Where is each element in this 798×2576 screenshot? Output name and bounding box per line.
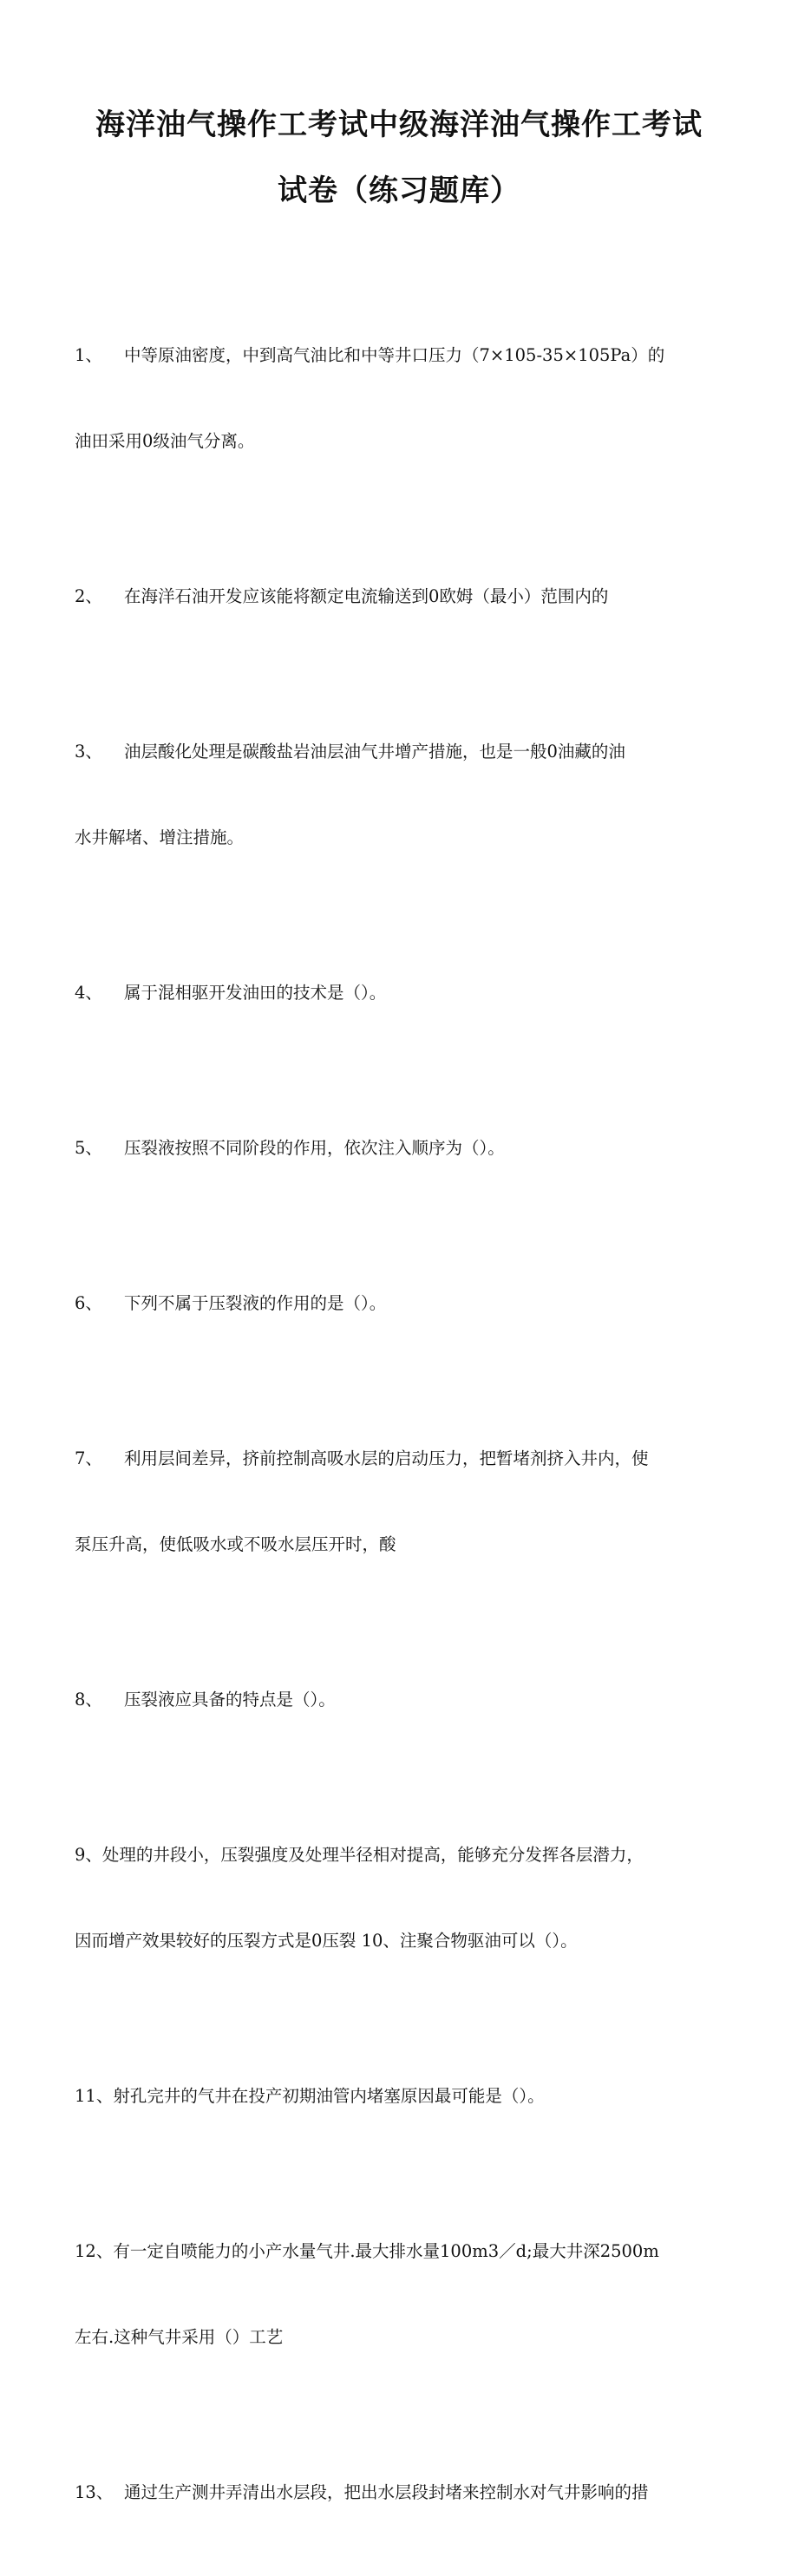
question-number: 2、 [75,586,102,606]
question-item-7 [75,1387,716,1616]
question-item-13 [75,2421,716,2564]
question-item-5 [75,1076,716,1219]
document-title-line-2: 试卷（练习题库） [278,173,520,208]
question-number: 6、 [75,1293,102,1313]
question-number: 11、 [75,2086,114,2106]
question-number: 12、 [75,2241,114,2261]
question-text-continued: 左右.这种气井采用（）工艺 [75,2327,284,2347]
question-text-continued: 油田采用0级油气分离。 [75,431,255,451]
question-text-continued: 泵压升高，使低吸水或不吸水层压开时，酸 [75,1534,396,1554]
question-item-2 [75,525,716,668]
question-text: 属于混相驱开发油田的技术是（）。 [124,983,387,1003]
question-text-continued: 水井解堵、增注措施。 [75,827,245,847]
question-text-continued: 因而增产效果较好的压裂方式是0压裂 10、注聚合物驱油可以（）。 [75,1931,578,1951]
question-item-8 [75,1628,716,1771]
question-text: 通过生产测井弄清出水层段，把出水层段封堵来控制水对气井影响的措 [124,2482,649,2502]
question-list [75,284,716,2576]
question-number: 4、 [75,983,102,1003]
question-number: 5、 [75,1138,102,1158]
question-number: 1、 [75,345,102,365]
question-text: 射孔完井的气井在投产初期油管内堵塞原因最可能是（）。 [113,2086,545,2106]
question-text: 有一定自喷能力的小产水量气井.最大排水量100m3／d;最大井深2500m [113,2241,659,2261]
document-title-line-1: 海洋油气操作工考试中级海洋油气操作工考试 [95,108,703,142]
question-number: 13、 [75,2482,114,2502]
question-number: 3、 [75,742,102,762]
question-text: 压裂液应具备的特点是（）。 [124,1690,336,1710]
question-item-3 [75,680,716,909]
question-item-6 [75,1232,716,1375]
question-text: 油层酸化处理是碳酸盐岩油层油气井增产措施，也是一般0油藏的油 [124,742,625,762]
question-item-4 [75,921,716,1064]
question-text: 下列不属于压裂液的作用的是（）。 [124,1293,387,1313]
question-text: 压裂液按照不同阶段的作用，依次注入顺序为（）。 [124,1138,505,1158]
question-item-11 [75,2024,716,2167]
question-text: 在海洋石油开发应该能将额定电流输送到0欧姆（最小）范围内的 [124,586,609,606]
question-number: 8、 [75,1690,102,1710]
question-number: 7、 [75,1448,102,1468]
question-number: 9、 [75,1845,102,1865]
question-item-1 [75,284,716,513]
question-item-12 [75,2180,716,2409]
question-text: 利用层间差异，挤前控制高吸水层的启动压力，把暂堵剂挤入井内，使 [124,1448,649,1468]
question-item-9 [75,1783,716,2012]
question-text: 处理的井段小，压裂强度及处理半径相对提高，能够充分发挥各层潜力， [101,1845,644,1865]
question-text: 中等原油密度，中到高气油比和中等井口压力（7×105-35×105Pa）的 [124,345,665,365]
